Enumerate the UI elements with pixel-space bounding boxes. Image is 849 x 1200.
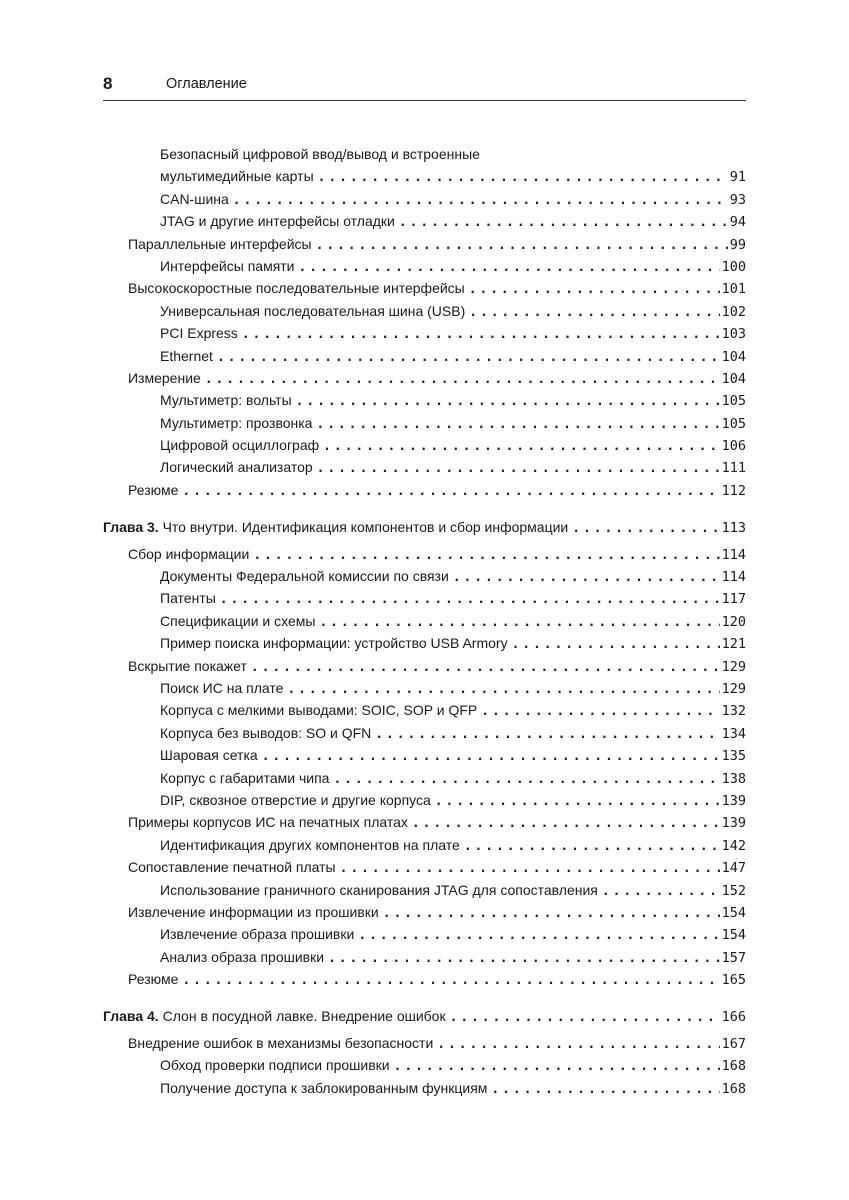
page-ref: 105 (721, 393, 746, 410)
toc-entry[interactable] (103, 277, 746, 299)
dot-leader (333, 769, 719, 791)
toc-entry[interactable] (103, 345, 746, 367)
page-ref: 134 (721, 725, 746, 742)
toc-entry[interactable] (103, 968, 746, 990)
page-ref: 157 (721, 949, 746, 966)
entry-title: Получение доступа к заблокированным функциям (160, 1079, 488, 1096)
page-ref: 99 (729, 236, 746, 253)
toc-entry[interactable] (103, 744, 746, 766)
dot-leader (318, 167, 728, 189)
page-ref: 135 (721, 748, 746, 765)
dot-leader (182, 970, 719, 992)
page-ref: 111 (721, 460, 746, 477)
toc-entry[interactable] (103, 255, 746, 277)
chapter-title: Слон в посудной лавке. Внедрение ошибок (162, 1008, 446, 1025)
dot-leader (233, 190, 728, 212)
entry-title: Шаровая сетка (160, 747, 258, 764)
toc-entry[interactable] (103, 901, 746, 923)
page-header (103, 74, 746, 101)
dot-leader (220, 589, 720, 611)
page-ref: 138 (721, 770, 746, 787)
entry-title: Безопасный цифровой ввод/вывод и встроенные (160, 146, 480, 162)
entry-title: Корпуса с мелкими выводами: SOIC, SOP и QFP (160, 702, 478, 719)
toc-entry[interactable] (103, 165, 746, 187)
page-ref: 106 (721, 438, 746, 455)
dot-leader (262, 746, 720, 768)
dot-leader (205, 369, 720, 391)
toc-entry[interactable] (103, 300, 746, 322)
toc-entry[interactable] (103, 699, 746, 721)
page-ref: 168 (721, 1058, 746, 1075)
entry-title: CAN-шина (160, 190, 229, 207)
dot-leader (435, 791, 720, 813)
toc-entry[interactable] (103, 946, 746, 968)
entry-title: Высокоскоростные последовательные интерфейсы (128, 280, 465, 297)
entry-title: Универсальная последовательная шина (USB) (160, 302, 466, 319)
toc-entry[interactable] (103, 233, 746, 255)
entry-title: Извлечение информации из прошивки (128, 903, 379, 920)
entry-title: Пример поиска информации: устройство USB Armory (160, 635, 508, 652)
toc-entry[interactable] (103, 543, 746, 565)
entry-title: Патенты (160, 590, 216, 607)
page-ref: 114 (721, 546, 746, 563)
page-ref: 112 (721, 482, 746, 499)
dot-leader (182, 481, 719, 503)
dot-leader (340, 858, 720, 880)
entry-title: Резюме (128, 971, 179, 988)
toc-entry[interactable] (103, 1054, 746, 1076)
dot-leader (469, 302, 719, 324)
toc-entry[interactable] (103, 322, 746, 344)
dot-leader (317, 458, 720, 480)
page-ref: 105 (721, 415, 746, 432)
entry-title: Документы Федеральной комиссии по связи (160, 568, 449, 585)
dot-leader (572, 518, 719, 540)
page-ref: 165 (721, 972, 746, 989)
page-ref: 121 (721, 636, 746, 653)
page-ref: 132 (721, 703, 746, 720)
toc-entry[interactable] (103, 722, 746, 744)
toc-entry[interactable] (103, 1077, 746, 1099)
entry-title: JTAG и другие интерфейсы отладки (160, 213, 395, 230)
toc-chapter-4[interactable] (103, 1005, 746, 1027)
dot-leader (491, 1079, 719, 1101)
page-ref: 129 (721, 680, 746, 697)
page-ref: 167 (721, 1035, 746, 1052)
dot-leader (299, 257, 720, 279)
dot-leader (253, 545, 719, 567)
toc-entry[interactable] (103, 767, 746, 789)
dot-leader (450, 1007, 720, 1029)
page-ref: 139 (721, 815, 746, 832)
page-ref: 129 (721, 658, 746, 675)
toc-entry[interactable] (103, 856, 746, 878)
toc-entry[interactable] (103, 479, 746, 501)
toc-entry[interactable] (103, 210, 746, 232)
running-title: Оглавление (166, 76, 247, 92)
toc-entry[interactable] (103, 632, 746, 654)
entry-title: Анализ образа прошивки (160, 948, 325, 965)
page-ref: 91 (729, 169, 746, 186)
page-ref: 104 (721, 348, 746, 365)
entry-title: PCI Express (160, 325, 238, 342)
toc-entry[interactable] (103, 879, 746, 901)
toc-entry[interactable] (103, 367, 746, 389)
dot-leader (319, 612, 719, 634)
page-ref: 104 (721, 370, 746, 387)
toc-entry[interactable] (103, 677, 746, 699)
page-ref: 166 (721, 1009, 746, 1026)
toc-entry[interactable] (103, 565, 746, 587)
chapter-title: Что внутри. Идентификация компонентов и сбор информации (162, 519, 569, 536)
entry-title: Цифровой осциллограф (160, 437, 320, 454)
toc-group-3 (103, 1032, 746, 1099)
dot-leader (323, 436, 719, 458)
page-ref: 113 (721, 520, 746, 537)
dot-leader (242, 324, 720, 346)
toc-entry[interactable] (103, 434, 746, 456)
page-ref: 93 (729, 191, 746, 208)
table-of-contents (103, 143, 746, 1099)
toc-entry[interactable] (103, 923, 746, 945)
entry-title: Примеры корпусов ИС на печатных платах (128, 814, 408, 831)
toc-entry[interactable] (103, 655, 746, 677)
dot-leader (217, 347, 720, 369)
page-ref: 117 (721, 591, 746, 608)
dot-leader (512, 634, 720, 656)
toc-entry[interactable] (103, 389, 746, 411)
entry-title: Мультиметр: прозвонка (160, 414, 313, 431)
entry-title: Сопоставление печатной платы (128, 859, 336, 876)
dot-leader (358, 925, 719, 947)
page-ref: 103 (721, 326, 746, 343)
entry-title: Спецификации и схемы (160, 612, 316, 629)
dot-leader (602, 881, 720, 903)
entry-title: Корпуса без выводов: SO и QFN (160, 724, 372, 741)
toc-chapter-3[interactable] (103, 516, 746, 538)
entry-title: Извлечение образа прошивки (160, 926, 355, 943)
entry-title: Мультиметр: вольты (160, 392, 292, 409)
toc-entry[interactable] (103, 1032, 746, 1054)
page-ref: 102 (721, 303, 746, 320)
entry-title: Измерение (128, 369, 201, 386)
entry-title: Сбор информации (128, 545, 250, 562)
page-ref: 154 (721, 904, 746, 921)
page-ref: 94 (729, 214, 746, 231)
toc-entry[interactable] (103, 188, 746, 210)
entry-title: Поиск ИС на плате (160, 679, 284, 696)
dot-leader (287, 679, 719, 701)
entry-title: Внедрение ошибок в механизмы безопасности (128, 1034, 434, 1051)
entry-title: Вскрытие покажет (128, 657, 247, 674)
entry-title: Параллельные интерфейсы (128, 235, 312, 252)
toc-entry[interactable] (103, 834, 746, 856)
entry-title: DIP, сквозное отверстие и другие корпуса (160, 791, 431, 808)
toc-group-1 (103, 143, 746, 501)
entry-title: Ethernet (160, 347, 213, 364)
toc-entry[interactable] (103, 811, 746, 833)
toc-group-2 (103, 543, 746, 991)
toc-entry[interactable] (103, 610, 746, 632)
entry-title: Идентификация других компонентов на плате (160, 836, 460, 853)
entry-title: Использование граничного сканирования JTAG для сопоставления (160, 881, 598, 898)
dot-leader (469, 279, 720, 301)
dot-leader (394, 1056, 720, 1078)
page-ref: 120 (721, 613, 746, 630)
toc-entry[interactable] (103, 456, 746, 478)
page-ref: 154 (721, 927, 746, 944)
page-ref: 142 (721, 837, 746, 854)
entry-title: Логический анализатор (160, 459, 313, 476)
dot-leader (464, 836, 720, 858)
chapter-label: Глава 4. (103, 1008, 159, 1025)
page-ref: 101 (721, 281, 746, 298)
dot-leader (251, 657, 720, 679)
page-ref: 139 (721, 792, 746, 809)
page-ref: 147 (721, 860, 746, 877)
toc-entry[interactable] (103, 789, 746, 811)
toc-entry[interactable] (103, 412, 746, 434)
dot-leader (399, 212, 728, 234)
dot-leader (383, 903, 720, 925)
chapter-label: Глава 3. (103, 519, 159, 536)
toc-entry[interactable] (103, 587, 746, 609)
entry-title: Интерфейсы памяти (160, 257, 295, 274)
dot-leader (412, 813, 720, 835)
entry-title: мультимедийные карты (160, 168, 314, 185)
dot-leader (437, 1034, 719, 1056)
dot-leader (453, 567, 720, 589)
entry-title: Резюме (128, 481, 179, 498)
dot-leader (328, 948, 720, 970)
page-number: 8 (103, 74, 113, 93)
dot-leader (316, 414, 719, 436)
page-ref: 152 (721, 882, 746, 899)
page-ref: 114 (721, 569, 746, 586)
page-ref: 100 (721, 258, 746, 275)
entry-title: Корпус с габаритами чипа (160, 769, 330, 786)
dot-leader (481, 701, 719, 723)
page-ref: 168 (721, 1080, 746, 1097)
dot-leader (375, 724, 719, 746)
dot-leader (296, 391, 720, 413)
entry-title: Обход проверки подписи прошивки (160, 1057, 390, 1074)
toc-entry[interactable] (103, 143, 746, 165)
dot-leader (316, 235, 728, 257)
